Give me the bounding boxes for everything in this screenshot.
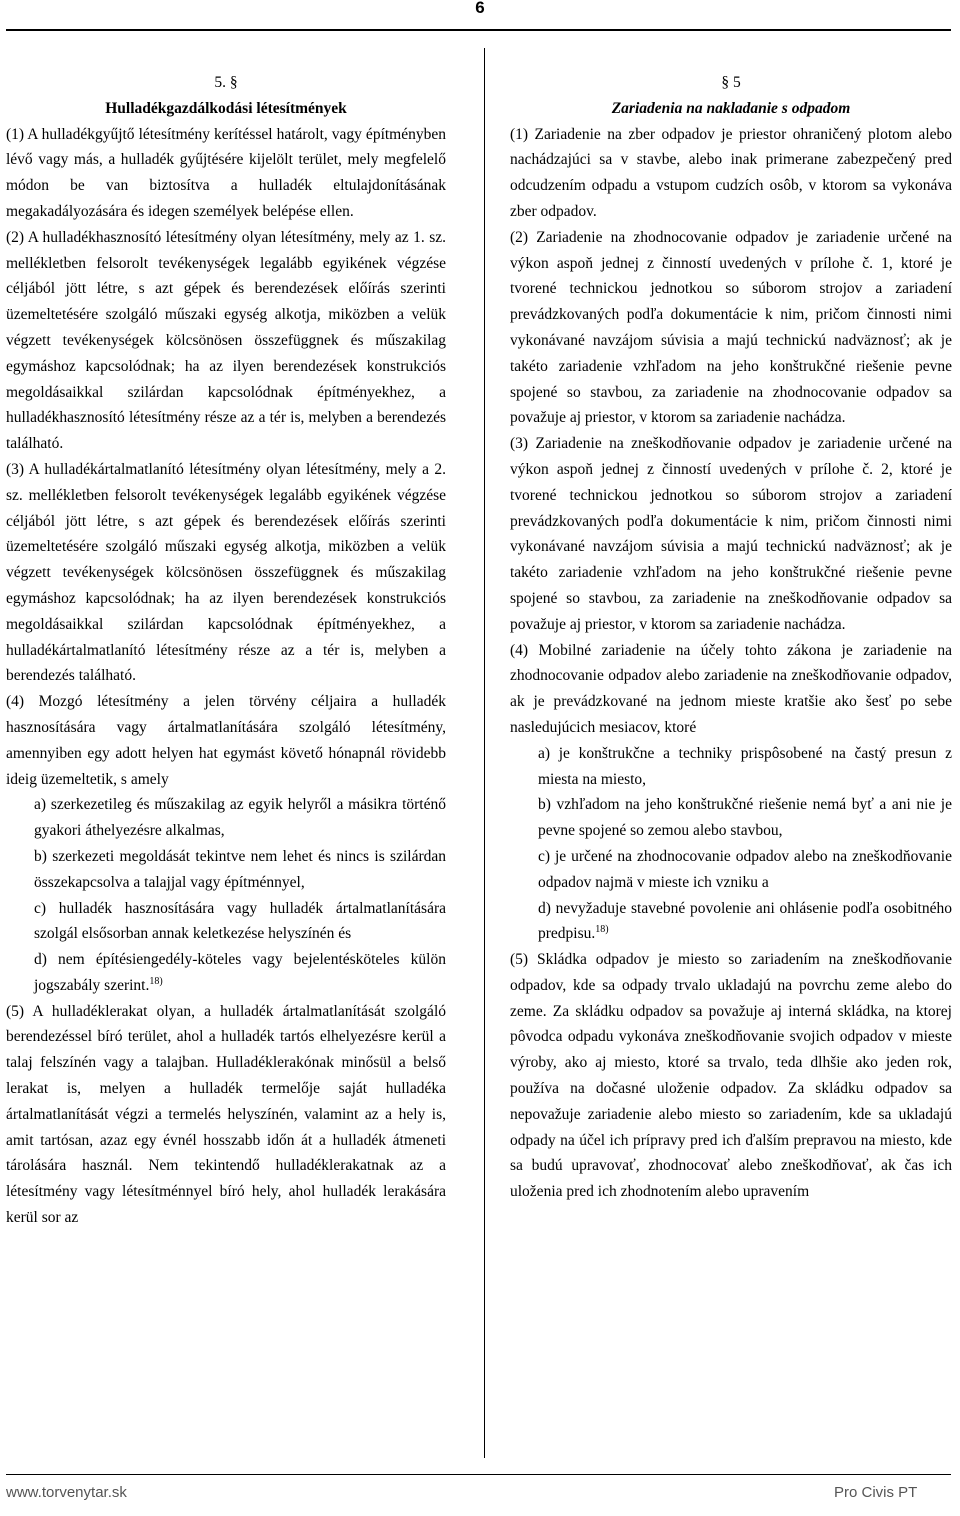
hungarian-column bbox=[6, 70, 446, 1231]
list-item bbox=[6, 947, 446, 999]
list-item: b) szerkezeti megoldását tekintve nem lehet és nincs is szilárdan összekapcsolva a talajjal vagy építménnyel, bbox=[34, 847, 446, 891]
header-rule bbox=[6, 29, 951, 31]
page-number: 6 bbox=[475, 0, 485, 17]
paragraph: (1) Zariadenie na zber odpadov je priestor ohraničený plotom alebo nachádzajúci sa v stavbe, alebo inak primerane zabezpečený pred odcudzením odpadu a vstupom cudzích osôb, v ktorom sa vykonáva zber odpadov. bbox=[510, 125, 952, 220]
list-item: b) vzhľadom na jeho konštrukčné riešenie nemá byť a ani nie je pevne spojené so zemou alebo stavbou, bbox=[538, 796, 952, 840]
footnote-ref[interactable]: 18) bbox=[595, 924, 609, 936]
paragraph: (2) A hulladékhasznosító létesítmény olyan létesítmény, mely az 1. sz. mellékletben felsorolt tevékenységek legalább egyikének végzése céljából jött létre, s azt gépek és berendezések előírás szerinti üzemeltetésére szolgáló műszaki egység alkotja, miközben a velük végzett tevékenységek kölcsönösen összefüggnek és műszakilag egymáshoz kapcsolódnak; ha az ilyen berendezések konstrukciós megoldásaikkal szilárdan kapcsolódnak építményekhez, a hulladékhasznosító létesítmény része az a tér is, melyben a berendezés található. bbox=[6, 228, 446, 453]
footer-rule bbox=[6, 1474, 951, 1475]
list-item bbox=[510, 896, 952, 948]
paragraph: (3) Zariadenie na zneškodňovanie odpadov je zariadenie určené na výkon aspoň jednej z činností uvedených v prílohe č. 2, ktoré je tvorené technickou jednotkou so súborom strojov a zariadení prevádzkovaných podľa dokumentácie k nim, pričom činnosti nimi vykonávané navzájom súvisia a majú technickú nadväznosť; ak je takéto zariadenie vzhľadom na jeho konštrukčné riešenie pevne spojené so stavbou, za zariadenie na zneškodňovanie odpadov sa považuje aj priestor, v ktorom sa zariadenie nachádza. bbox=[510, 435, 952, 633]
paragraph: (5) Skládka odpadov je miesto so zariadením na zneškodňovanie odpadov, kde sa odpady trvalo ukladajú na povrchu zeme alebo do zeme. Za skládku odpadov sa považuje aj interná skládka, na ktorej pôvodca odpadu vykonáva zneškodňovanie svojich odpadov v mieste výroby, ako aj miesto, ktoré sa trvalo, teda dlhšie ako jeden rok, používa na dočasné uloženie odpadov. Za skládku odpadov sa nepovažuje zariadenie alebo miesto so zariadením, kde sa ukladajú odpady na účel ich prípravy pred ich ďalším prepravou na miesto, kde sa budú upravovať, zhodnocovať alebo zneškodňovať, ak čas ich uloženia pred ich zhodnotením alebo upravením bbox=[510, 951, 952, 1201]
section-number: § 5 bbox=[721, 74, 741, 91]
slovak-column bbox=[510, 70, 952, 1205]
list-item-text: d) nem építésiengedély-köteles vagy bejelentésköteles külön jogszabály szerint. bbox=[34, 951, 446, 994]
paragraph: (4) Mobilné zariadenie na účely tohto zákona je zariadenie na zhodnocovanie odpadov alebo zariadenie na zneškodňovanie odpadov, ak je prevádzkované na jednom mieste kratšie ako šesť po sebe nasledujúcich mesiacov, ktoré bbox=[510, 641, 952, 736]
column-divider bbox=[484, 48, 485, 1458]
paragraph: (2) Zariadenie na zhodnocovanie odpadov je zariadenie určené na výkon aspoň jednej z činností uvedených v prílohe č. 1, ktoré je tvorené technickou jednotkou so súborom strojov a zariadení prevádzkovaných podľa dokumentácie k nim, pričom činnosti nimi vykonávané navzájom súvisia a majú technickú nadväznosť; ak je takéto zariadenie vzhľadom na jeho konštrukčné riešenie pevne spojené so stavbou, za zariadenie na zhodnocovanie odpadov sa považuje aj priestor, v ktorom sa zariadenie nachádza. bbox=[510, 228, 952, 427]
paragraph: (1) A hulladékgyűjtő létesítmény kerítéssel határolt, vagy építményben lévő vagy más, a hulladék gyűjtésére kijelölt terület, mely megfelelő módon be van biztosítva a hulladék eltulajdonításának megakadályozására és idegen személyek belépése ellen. bbox=[6, 125, 446, 220]
paragraph: (3) A hulladékártalmatlanító létesítmény olyan létesítmény, mely a 2. sz. mellékletben felsorolt tevékenységek legalább egyikének végzése céljából jött létre, s azt gépek és berendezések előírás szerinti üzemeltetésére szolgáló műszaki egység alkotja, miközben a velük végzett tevékenységek kölcsönösen összefüggnek és műszakilag egymáshoz kapcsolódnak; ha az ilyen berendezések konstrukciós megoldásaikkal szilárdan kapcsolódnak építményekhez, a hulladékártalmatlanító létesítmény része az a tér is, melyben a berendezés található. bbox=[6, 460, 446, 685]
paragraph: (4) Mozgó létesítmény a jelen törvény céljaira a hulladék hasznosítására vagy ártalmatlanítására szolgáló létesítmény, amennyiben egy adott helyen hat egymást követő hónapnál rövidebb ideig üzemeltetik, s amely bbox=[6, 693, 446, 788]
list-item: c) hulladék hasznosítására vagy hulladék ártalmatlanítására szolgál elsősorban annak keletkezése helyszínén és bbox=[34, 899, 446, 943]
list-item: c) je určené na zhodnocovanie odpadov alebo na zneškodňovanie odpadov najmä v mieste ich vzniku a bbox=[538, 847, 952, 891]
section-title: Zariadenia na nakladanie s odpadom bbox=[611, 99, 851, 117]
section-number: 5. § bbox=[214, 74, 238, 91]
footnote-ref[interactable]: 18) bbox=[149, 975, 163, 987]
footer-publisher: Pro Civis PT bbox=[834, 1484, 918, 1501]
list-item: a) je konštrukčne a techniky prispôsobené na častý presun z miesta na miesto, bbox=[538, 744, 952, 788]
section-title: Hulladékgazdálkodási létesítmények bbox=[105, 99, 347, 117]
footer-website[interactable]: www.torvenytar.sk bbox=[6, 1484, 127, 1501]
paragraph: (5) A hulladéklerakat olyan, a hulladék ártalmatlanítását szolgáló berendezéssel bíró terület, ahol a hulladék tartós elhelyezésre kerül a talaj felszínén vagy a talajban. Hulladéklerakónak minősül a belső lerakat is, melyen a hulladék termelője saját hulladéka ártalmatlanítását végzi a termelés helyszínén, valamint az a hely is, amit tartósan, azaz egy évnél hosszabb időn át a hulladék átmeneti tárolására használ. Nem tekintendő hulladéklerakatnak az a létesítmény vagy létesítménnyel bíró hely, ahol hulladék lerakására kerül sor az bbox=[6, 1002, 446, 1227]
list-item: a) szerkezetileg és műszakilag az egyik helyről a másikra történő gyakori áthelyezésre alkalmas, bbox=[34, 796, 446, 840]
list-item-text: d) nevyžaduje stavebné povolenie ani ohlásenie podľa osobitného predpisu. bbox=[538, 899, 952, 943]
